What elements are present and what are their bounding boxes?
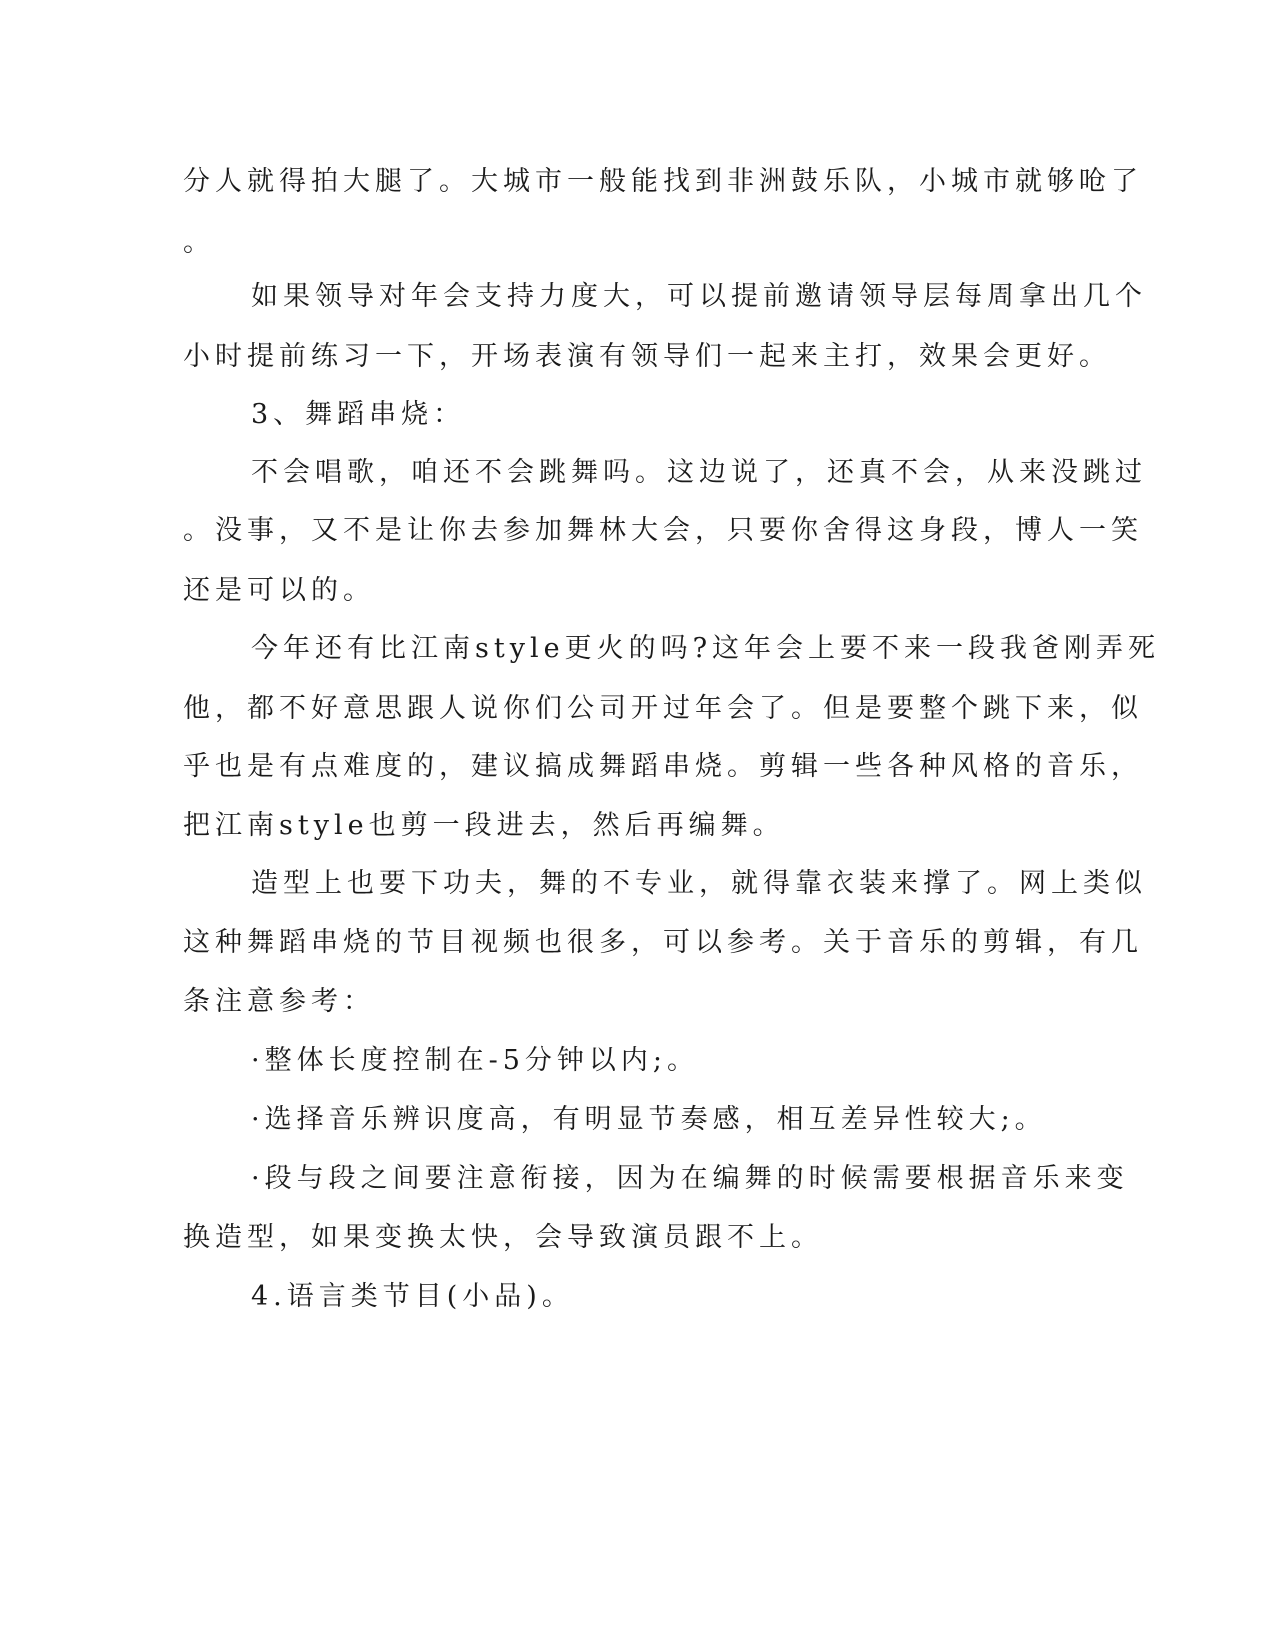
- text-line-14: 这种舞蹈串烧的节目视频也很多，可以参考。关于音乐的剪辑，有几: [183, 927, 1143, 958]
- text-line-1: 分人就得拍大腿了。大城市一般能找到非洲鼓乐队，小城市就够呛了: [183, 166, 1143, 197]
- text-line-10: 他，都不好意思跟人说你们公司开过年会了。但是要整个跳下来，似: [183, 693, 1143, 724]
- text-line-19: 换造型，如果变换太快，会导致演员跟不上。: [183, 1222, 823, 1253]
- text-line-7: 。没事，又不是让你去参加舞林大会，只要你舍得这身段，博人一笑: [183, 515, 1143, 546]
- text-line-4: 小时提前练习一下，开场表演有领导们一起来主打，效果会更好。: [183, 341, 1111, 372]
- text-line-13: 造型上也要下功夫，舞的不专业，就得靠衣装来撑了。网上类似: [251, 868, 1147, 899]
- text-line-3: 如果领导对年会支持力度大，可以提前邀请领导层每周拿出几个: [251, 281, 1147, 312]
- section-heading-dance-medley: 3、舞蹈串烧：: [251, 399, 466, 430]
- section-heading-language-programs: 4.语言类节目(小品)。: [251, 1281, 574, 1312]
- text-line-9: 今年还有比江南style更火的吗?这年会上要不来一段我爸刚弄死: [251, 633, 1161, 664]
- text-line-15: 条注意参考：: [183, 986, 375, 1017]
- bullet-item-1: ·整体长度控制在-5分钟以内;。: [251, 1045, 699, 1076]
- text-line-2: 。: [183, 227, 215, 258]
- text-line-11: 乎也是有点难度的，建议搞成舞蹈串烧。剪辑一些各种风格的音乐，: [183, 751, 1143, 782]
- text-line-6: 不会唱歌，咱还不会跳舞吗。这边说了，还真不会，从来没跳过: [251, 457, 1147, 488]
- bullet-item-2: ·选择音乐辨识度高，有明显节奏感，相互差异性较大;。: [251, 1104, 1047, 1135]
- text-line-8: 还是可以的。: [183, 575, 375, 606]
- bullet-item-3: ·段与段之间要注意衔接，因为在编舞的时候需要根据音乐来变: [251, 1163, 1129, 1194]
- text-line-12: 把江南style也剪一段进去，然后再编舞。: [183, 810, 785, 841]
